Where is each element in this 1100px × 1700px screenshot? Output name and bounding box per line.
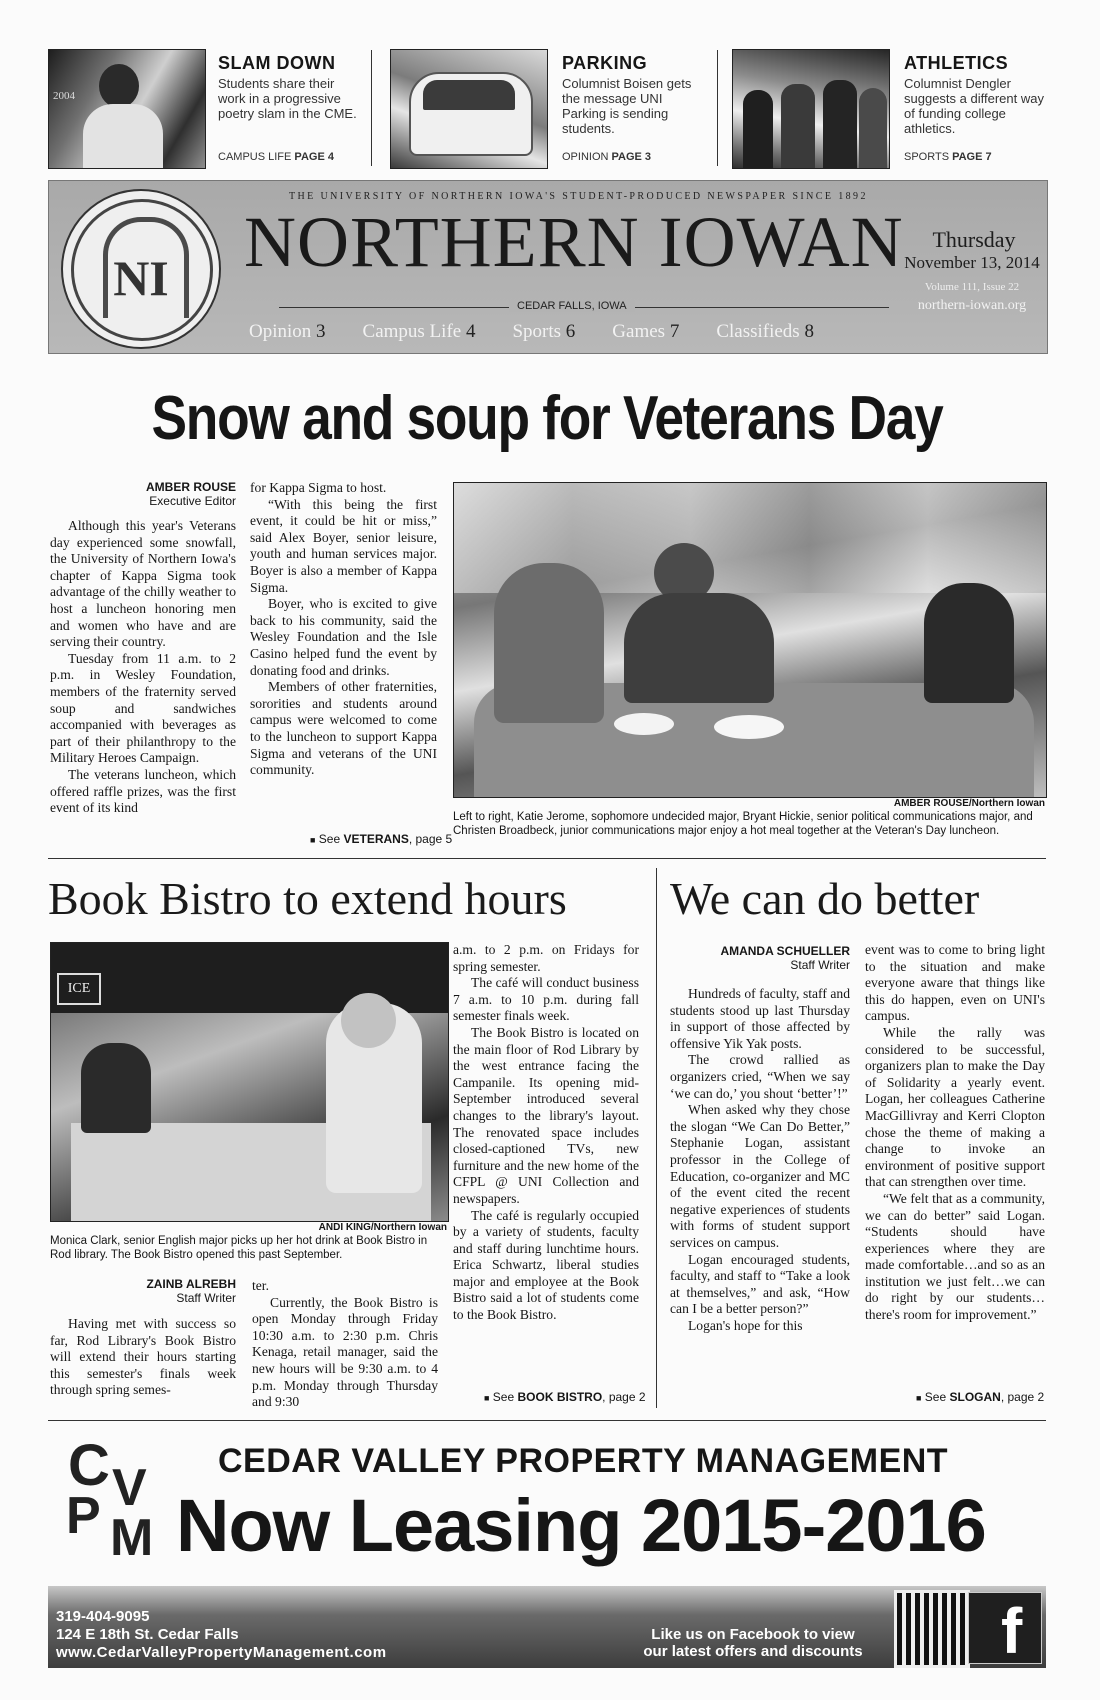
column-divider	[656, 868, 657, 1408]
nav-campus-life[interactable]: Campus Life 4	[362, 321, 476, 342]
teaser-divider	[717, 50, 718, 166]
ad-footer-band	[48, 1586, 1046, 1668]
ad-facebook-text: Like us on Facebook to view our latest offers and discounts	[643, 1626, 863, 1660]
teaser-page-ref: OPINION PAGE 3	[562, 151, 652, 163]
ad-address: 124 E 18th St. Cedar Falls	[56, 1626, 239, 1643]
see-veterans-link[interactable]: ■ See VETERANS, page 5	[310, 832, 453, 846]
see-book-bistro-link[interactable]: ■ See BOOK BISTRO, page 2	[484, 1390, 646, 1404]
teaser-athletics[interactable]	[732, 49, 1052, 169]
nav-games[interactable]: Games 7	[612, 321, 680, 342]
photo-year-label: 2004	[53, 90, 75, 102]
lead-photo-credit: AMBER ROUSE/Northern Iowan	[893, 798, 1045, 809]
lead-byline	[50, 480, 236, 508]
lead-column-1: Although this year's Veterans day experienced some snowfall, the University of Northern Iowa's chapter of Kappa Sigma took advantage of the chilly weather to host a luncheon honoring men and women who have and are serving their country. Tuesday from 11 a.m. to 2 p.m. in Wesley Foundation, members of the fraternity served soup and sandwiches accompanied with beverages as part of their philanthropy to the Military Heroes Campaign. The veterans luncheon, which offered raffle prizes, was the first event of its kind	[50, 518, 236, 816]
teaser-title: PARKING	[562, 53, 648, 73]
teaser-photo-football	[732, 49, 890, 169]
issue-volume: Volume 111, Issue 22	[924, 281, 1020, 293]
nav-classifieds[interactable]: Classifieds 8	[716, 321, 814, 342]
masthead-tagline: THE UNIVERSITY OF NORTHERN IOWA'S STUDENT-PRODUCED NEWSPAPER SINCE 1892	[289, 191, 868, 202]
teaser-title: SLAM DOWN	[218, 53, 336, 73]
author-role: Staff Writer	[790, 958, 850, 972]
facebook-icon[interactable]: f	[968, 1592, 1042, 1664]
teaser-photo-poet	[48, 49, 206, 169]
teaser-title: ATHLETICS	[904, 53, 1009, 73]
lead-photo-caption: Left to right, Katie Jerome, sophomore undecided major, Bryant Hickie, senior political communications major, and Christen Broadbeck, junior communications major enjoy a hot meal together at the Veteran's Day luncheon.	[453, 811, 1033, 837]
masthead-location: CEDAR FALLS, IOWA	[509, 300, 635, 312]
issue-day: Thursday	[932, 227, 1016, 252]
lead-column-2: for Kappa Sigma to host. “With this being the first event, it could be hit or miss,” said Alex Boyer, senior leisure, youth and human services major. Boyer is also a member of Kappa Sigma. Boyer, who is excited to give back to his community, said the Wesley Foundation and the Isle Casino helped fund the event by donating food and drinks. Members of other fraternities, sororities and students around campus were welcomed to come to the luncheon to support Kappa Sigma and veterans of the UNI community.	[250, 480, 437, 778]
bistro-column-2: ter. Currently, the Book Bistro is open Monday through Friday 10:30 a.m. to 2:30 p.m. Chris Kenaga, retail manager, said the new hours will be 9:30 a.m. to 4 p.m. Monday through Thursday and 9:30	[252, 1278, 438, 1410]
teaser-photo-car	[390, 49, 548, 169]
bistro-photo	[50, 942, 449, 1222]
ad-top-divider	[48, 1420, 1046, 1421]
bistro-column-1: Having met with success so far, Rod Library's Book Bistro will extend their hours starting this semester's finals week through spring semes-	[50, 1316, 236, 1398]
issue-date: November 13, 2014	[904, 253, 1040, 272]
teaser-description: Students share their work in a progressive poetry slam in the CME.	[218, 76, 357, 121]
paper-website[interactable]: northern-iowan.org	[917, 298, 1027, 313]
teaser-page-ref: CAMPUS LIFE PAGE 4	[218, 151, 334, 163]
cvpm-ad	[48, 1428, 1046, 1668]
bistro-sign: ICE	[57, 973, 101, 1005]
nav-sports[interactable]: Sports 6	[512, 321, 576, 342]
masthead-title: NORTHERN IOWAN	[244, 202, 904, 282]
better-headline: We can do better	[670, 873, 980, 924]
author-name: AMBER ROUSE	[145, 480, 236, 494]
qr-code-icon[interactable]	[894, 1590, 970, 1668]
cvpm-logo: C V P M	[66, 1433, 154, 1567]
bistro-column-3: a.m. to 2 p.m. on Fridays for spring semester. The café will conduct business 7 a.m. to 10 p.m. during fall semester finals week. The Book Bistro is located on the main floor of Rod Library by the west entrance facing the Campanile. Its opening mid-September introduced several changes to the library's layout. The renovated space includes closed-captioned TVs, new furniture and the new home of the CFPL @ UNI Collection and newspapers. The café is regularly occupied by a variety of students, faculty and staff during lunchtime hours. Erica Schwartz, liberal studies major and employee at the Book Bistro said a lot of students come to the Book Bistro.	[453, 942, 639, 1323]
see-slogan-link[interactable]: ■ See SLOGAN, page 2	[916, 1390, 1045, 1404]
section-nav	[249, 321, 899, 343]
better-column-1: Hundreds of faculty, staff and students stood up last Thursday in support of those affected by offensive Yik Yak posts. The crowd rallied as organizers cried, “When we say ‘we can do,’ you shout ‘better’!” When asked why they chose the slogan “We Can Do Better,” Stephanie Logan, assistant professor in the College of Education, co-organizer and MC of the event cited the recent negative experiences of students with forms of student support services on campus. Logan encouraged students, faculty, and staff to “Take a look at themselves,” and ask, “How can I be a better person?” Logan's hope for this	[670, 986, 850, 1333]
teaser-parking[interactable]	[390, 49, 700, 169]
ad-company-name: CEDAR VALLEY PROPERTY MANAGEMENT	[218, 1442, 949, 1480]
teaser-description: Columnist Boisen gets the message UNI Parking is sending students.	[562, 76, 692, 136]
teaser-slam-down[interactable]	[48, 49, 358, 169]
bistro-byline	[50, 1277, 236, 1305]
better-byline	[670, 944, 850, 972]
bistro-headline: Book Bistro to extend hours	[48, 873, 567, 924]
bistro-photo-credit: ANDI KING/Northern Iowan	[318, 1222, 447, 1233]
teaser-divider	[371, 50, 372, 166]
author-role: Executive Editor	[149, 494, 236, 508]
teaser-page-ref: SPORTS PAGE 7	[904, 151, 992, 163]
author-name: ZAINB ALREBH	[146, 1277, 236, 1291]
author-name: AMANDA SCHUELLER	[720, 944, 850, 958]
teaser-description: Columnist Dengler suggests a different way of funding college athletics.	[904, 76, 1044, 136]
better-column-2: event was to come to bring light to the situation and make everyone aware that things like this do happen, even on UNI's campus. While the rally was considered to be successful, organizers plan to make the Day of Solidarity a yearly event. Logan, her colleagues Catherine MacGillivray and Kerri Clopton chose the theme of making a change to invoke an environment of positive support that can strengthen over time. “We felt that as a community, we can do better” said Logan. “Students should have experiences where they are made comfortable…and so as an institution we just felt…we can do right by our students… there's room for improvement.”	[865, 942, 1045, 1323]
masthead	[48, 180, 1048, 354]
ad-website[interactable]: www.CedarValleyPropertyManagement.com	[56, 1644, 387, 1661]
section-divider	[48, 858, 1046, 859]
paper-logo	[61, 189, 221, 349]
bistro-photo-caption: Monica Clark, senior English major picks up her hot drink at Book Bistro in Rod library. The Book Bistro opened this past September.	[50, 1235, 428, 1261]
lead-headline: Snow and soup for Veterans Day	[151, 384, 943, 453]
ad-phone[interactable]: 319-404-9095	[56, 1608, 150, 1625]
ad-headline: Now Leasing 2015-2016	[176, 1484, 986, 1567]
author-role: Staff Writer	[176, 1291, 236, 1305]
logo-letters: NI	[113, 250, 169, 306]
nav-opinion[interactable]: Opinion 3	[249, 321, 326, 342]
lead-photo-luncheon	[453, 482, 1047, 798]
